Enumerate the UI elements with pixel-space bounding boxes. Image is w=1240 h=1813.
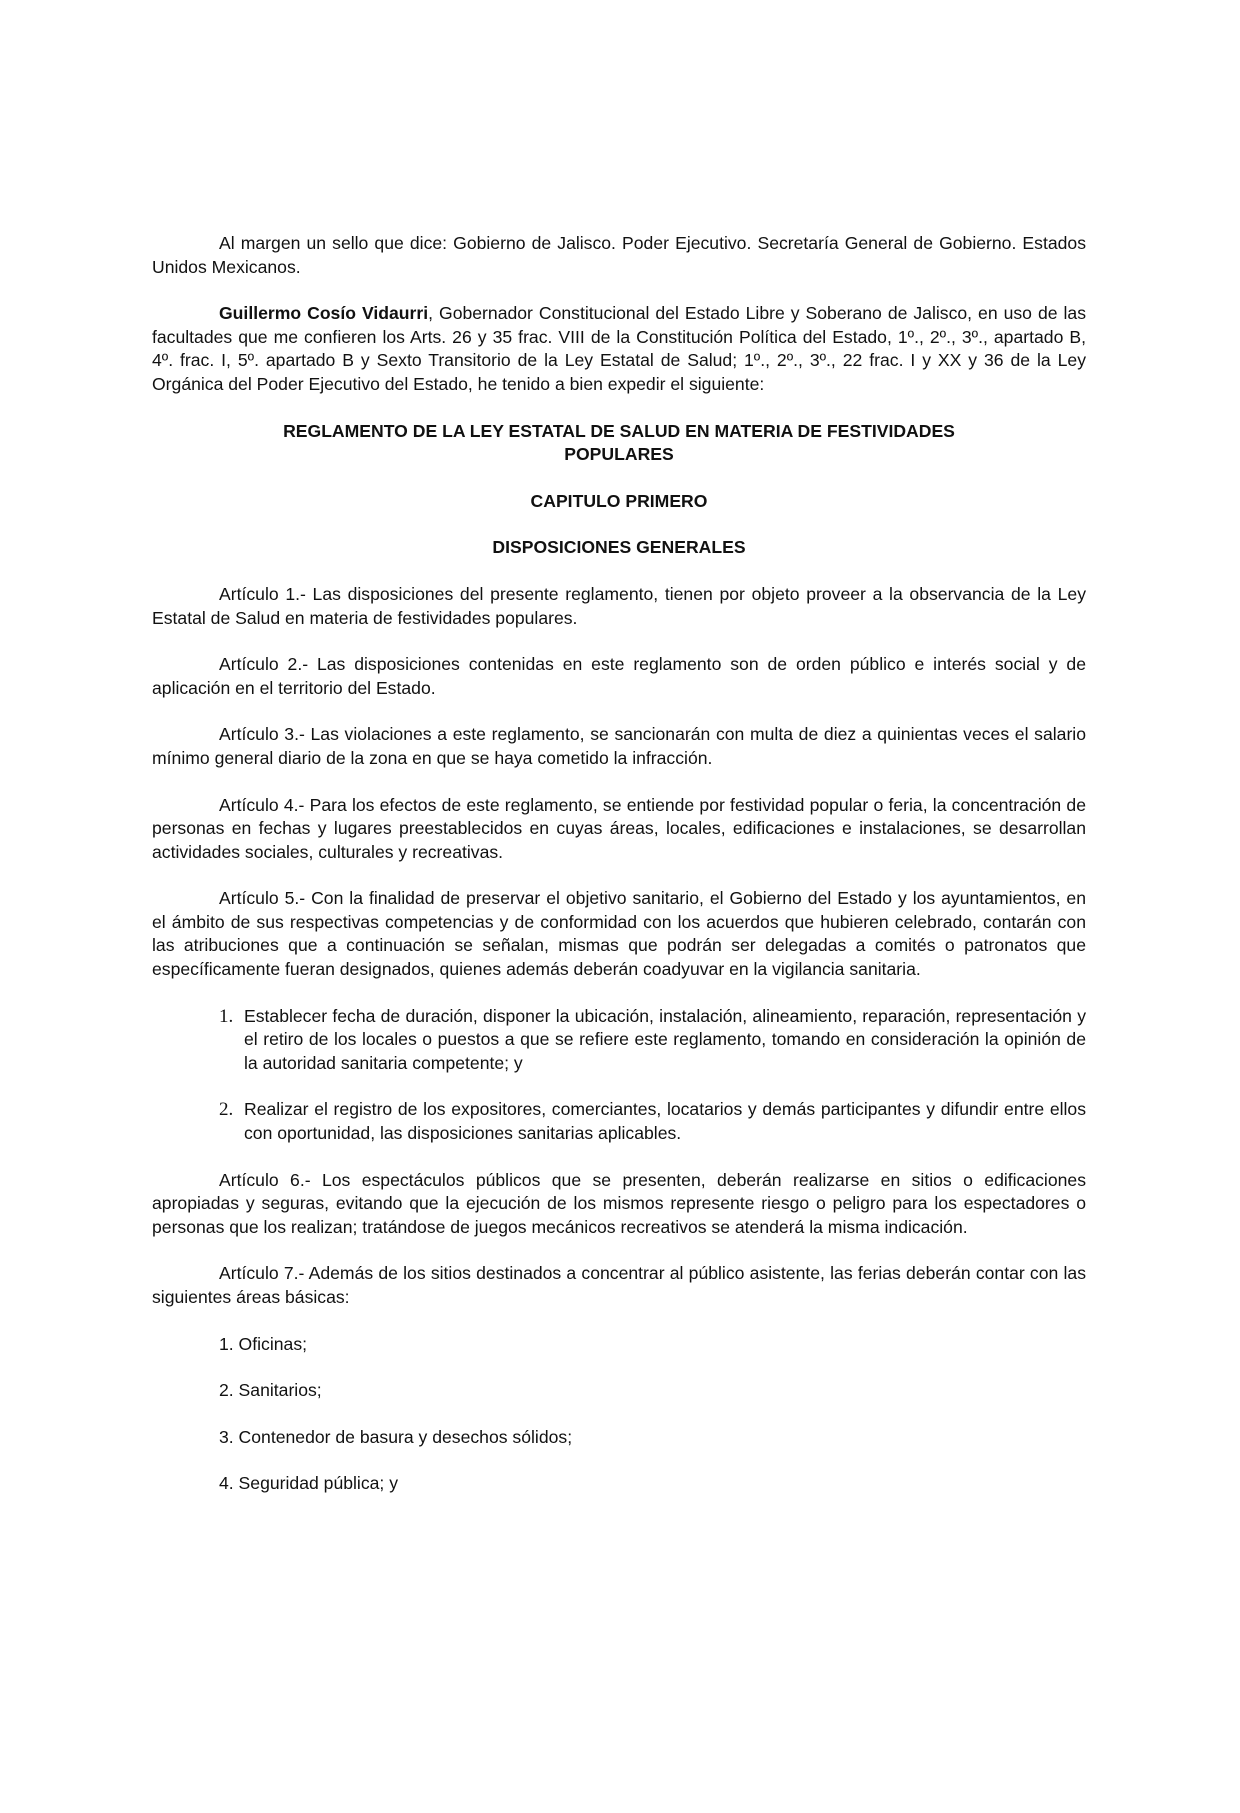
item-text: Establecer fecha de duración, disponer la ubicación, instalación, alineamiento, reparación, representación y el retiro de los locales o puestos a que se refiere este reglamento, tomando en consideración la opinión de la autoridad sanitaria competente; y (244, 1005, 1086, 1073)
article-5-item-1 (152, 1005, 1086, 1076)
article-3: Artículo 3.- Las violaciones a este reglamento, se sancionarán con multa de diez a quinientas veces el salario mínimo general diario de la zona en que se haya cometido la infracción. (152, 724, 1086, 768)
article-6: Artículo 6.- Los espectáculos públicos que se presenten, deberán realizarse en sitios o edificaciones apropiadas y seguras, evitando que la ejecución de los mismos represente riesgo o peligro para los espectadores o personas que los realizan; tratándose de juegos mecánicos recreativos se atenderá la misma indicación. (152, 1169, 1086, 1237)
article-7-item-1: 1. Oficinas; (219, 1333, 308, 1354)
item-number: 2. (219, 1099, 234, 1121)
governor-name: Guillermo Cosío Vidaurri (219, 303, 429, 324)
item-text: Realizar el registro de los expositores, comerciantes, locatarios y demás participantes y difundir entre ellos con oportunidad, las disposiciones sanitarias aplicables. (244, 1099, 1086, 1144)
article-7-item-3: 3. Contenedor de basura y desechos sólidos; (219, 1426, 573, 1447)
article-7-item-2: 2. Sanitarios; (219, 1380, 322, 1401)
document-page (152, 232, 1086, 1519)
governor-text: , Gobernador Constitucional del Estado Libre y Soberano de Jalisco, en uso de las facultades que me confieren los Arts. 26 y 35 frac. VIII de la Constitución Política del Estado, 1º., 2º., 3º., apartado B, 4º. frac. I, 5º. apartado B y Sexto Transitorio de la Ley Estatal de Salud; 1º., 2º., 3º., 22 frac. I y XX y 36 de la Ley Orgánica del Poder Ejecutivo del Estado, he tenido a bien expedir el siguiente: (152, 303, 1087, 394)
seal-paragraph: Al margen un sello que dice: Gobierno de Jalisco. Poder Ejecutivo. Secretaría General de Gobierno. Estados Unidos Mexicanos. (152, 233, 1086, 277)
article-7: Artículo 7.- Además de los sitios destinados a concentrar al público asistente, las ferias deberán contar con las siguientes áreas básicas: (152, 1263, 1086, 1307)
article-7-item-4: 4. Seguridad pública; y (219, 1473, 398, 1494)
article-5: Artículo 5.- Con la finalidad de preservar el objetivo sanitario, el Gobierno del Estado y los ayuntamientos, en el ámbito de sus respectivas competencias y de conformidad con los acuerdos que hubieren celebrado, contarán con las atribuciones que a continuación se señalan, mismas que podrán ser delegadas a comités o patronatos que específicamente fueran designados, quienes además deberán coadyuvar en la vigilancia sanitaria. (152, 888, 1086, 980)
chapter-heading: CAPITULO PRIMERO (530, 490, 708, 511)
article-2: Artículo 2.- Las disposiciones contenidas en este reglamento son de orden público e interés social y de aplicación en el territorio del Estado. (152, 654, 1086, 698)
governor-paragraph (152, 302, 1086, 396)
article-5-item-2 (152, 1098, 1086, 1145)
regulation-title: REGLAMENTO DE LA LEY ESTATAL DE SALUD EN MATERIA DE FESTIVIDADES POPULARES (283, 420, 955, 465)
article-1: Artículo 1.- Las disposiciones del presente reglamento, tienen por objeto proveer a la observancia de la Ley Estatal de Salud en materia de festividades populares. (152, 583, 1086, 628)
article-4: Artículo 4.- Para los efectos de este reglamento, se entiende por festividad popular o feria, la concentración de personas en fechas y lugares preestablecidos en cuyas áreas, locales, edificaciones e instalaciones, se desarrollan actividades sociales, culturales y recreativas. (152, 794, 1086, 862)
chapter-title: DISPOSICIONES GENERALES (492, 537, 746, 558)
item-number: 1. (219, 1005, 234, 1027)
